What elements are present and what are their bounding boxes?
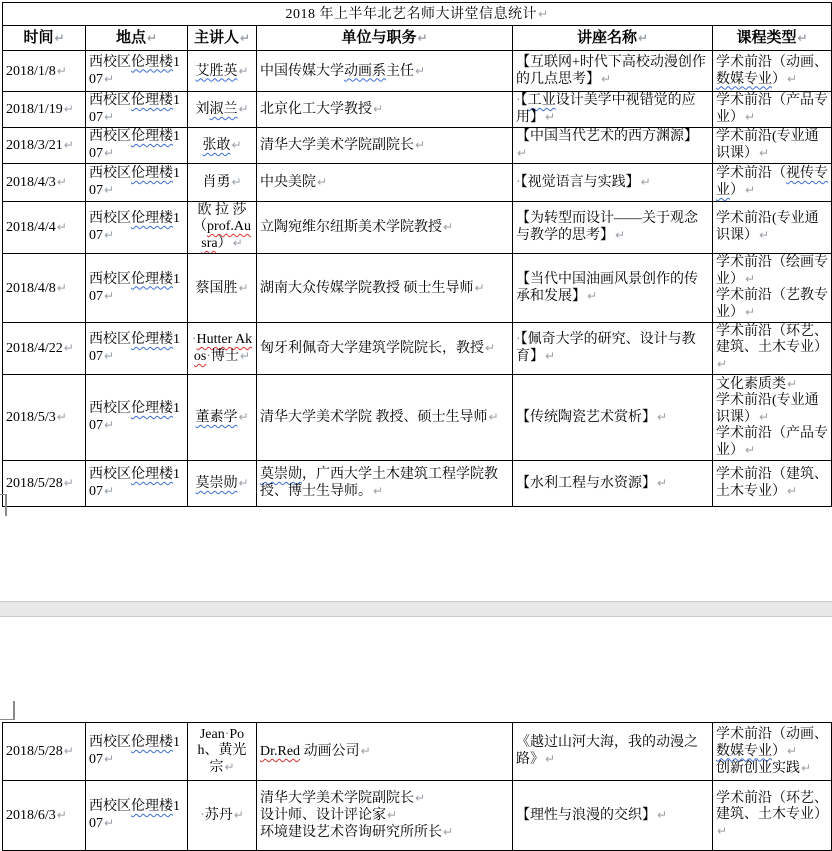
pilcrow-mark: ↵ (104, 418, 115, 432)
pilcrow-mark: ↵ (717, 357, 728, 371)
pilcrow-mark: ↵ (238, 280, 249, 295)
cell-paragraph: 【理性与浪漫的交织】↵ (516, 808, 668, 823)
table-row (3, 461, 832, 507)
table-row (3, 254, 832, 323)
cell-paragraph: 欧 拉 莎（prof.Ausra）↵ (193, 203, 251, 251)
pilcrow-mark: ↵ (415, 138, 426, 152)
pilcrow-mark: ↵ (373, 484, 384, 498)
cell-date (3, 723, 86, 781)
cell-unit (257, 164, 513, 202)
pilcrow-mark: ↵ (417, 31, 428, 45)
cell-unit (257, 254, 513, 323)
table-row (3, 164, 832, 202)
cell-course (713, 461, 832, 507)
cell-date (3, 461, 86, 507)
margin-corner-mark (0, 494, 7, 516)
cell-lecture (513, 254, 713, 323)
pilcrow-mark: ↵ (787, 484, 798, 498)
cell-location (86, 164, 188, 202)
pilcrow-mark: ↵ (545, 110, 556, 124)
pilcrow-mark: ↵ (717, 824, 728, 838)
cell-lecture (513, 51, 713, 92)
cell-date (3, 51, 86, 92)
cell-paragraph: 2018/5/28↵ (6, 476, 74, 491)
cell-paragraph: 【为转型而设计——关于观念与教学的思考】↵ (516, 211, 698, 243)
pilcrow-mark: ↵ (545, 752, 556, 766)
pilcrow-mark: ↵ (637, 31, 649, 45)
cell-paragraph: 2018/4/4↵ (6, 220, 67, 235)
pilcrow-mark: ↵ (56, 808, 67, 822)
pilcrow-mark: ↵ (415, 63, 426, 78)
cell-paragraph: 2018/4/3↵ (6, 175, 67, 190)
cell-location (86, 202, 188, 254)
pilcrow-mark: ↵ (56, 280, 67, 295)
space-mark: · (516, 175, 521, 190)
cell-course (713, 128, 832, 164)
cell-date (3, 92, 86, 128)
pilcrow-mark: ↵ (238, 102, 249, 116)
cell-paragraph: 学术前沿(专业通识课）↵ (716, 129, 819, 161)
pilcrow-mark: ↵ (63, 102, 74, 116)
cell-unit (257, 723, 513, 781)
pilcrow-mark: ↵ (759, 410, 770, 424)
pilcrow-mark: ↵ (239, 31, 251, 45)
cell-course (713, 723, 832, 781)
column-header-unit: 单位与职务↵ (257, 26, 513, 51)
cell-unit (257, 375, 513, 461)
pilcrow-mark: ↵ (231, 175, 242, 189)
cell-paragraph: 学术前沿（绘画专业）↵ (716, 255, 828, 287)
cell-paragraph: 西校区伦理楼107↵ (89, 271, 180, 304)
cell-lecture (513, 202, 713, 254)
cell-location (86, 323, 188, 375)
pilcrow-mark: ↵ (745, 443, 756, 457)
pilcrow-mark: ↵ (56, 410, 67, 424)
pilcrow-mark: ↵ (240, 349, 251, 363)
cell-course (713, 254, 832, 323)
pilcrow-mark: ↵ (63, 341, 74, 355)
cell-lecture (513, 323, 713, 375)
cell-paragraph: 董素学↵ (195, 410, 249, 425)
cell-course (713, 92, 832, 128)
cell-paragraph: ·【佩奇大学的研究、设计与教育】↵ (516, 332, 696, 364)
pilcrow-mark: ↵ (317, 175, 328, 189)
cell-course (713, 781, 832, 851)
cell-speaker (188, 51, 257, 92)
cell-paragraph: 学术前沿(专业通识课）↵ (716, 211, 819, 243)
cell-location (86, 92, 188, 128)
table-row (3, 781, 832, 851)
pilcrow-mark: ↵ (63, 744, 74, 758)
cell-unit (257, 92, 513, 128)
cell-lecture (513, 375, 713, 461)
cell-paragraph: ·Hutter Akos·博士↵ (191, 332, 253, 364)
cell-location (86, 254, 188, 323)
pilcrow-mark: ↵ (238, 63, 249, 78)
cell-location (86, 461, 188, 507)
cell-paragraph: 学术前沿（艺教专业）↵ (716, 288, 828, 320)
cell-location (86, 375, 188, 461)
pilcrow-mark: ↵ (615, 228, 626, 242)
cell-date (3, 323, 86, 375)
cell-date (3, 781, 86, 851)
pilcrow-mark: ↵ (538, 6, 549, 21)
pilcrow-mark: ↵ (238, 410, 249, 424)
pilcrow-mark: ↵ (238, 476, 249, 490)
cell-unit (257, 781, 513, 851)
cell-paragraph: 设计师、设计评论家↵ (260, 808, 398, 823)
cell-paragraph: 中央美院↵ (260, 175, 328, 190)
cell-paragraph: 2018/1/8↵ (6, 63, 67, 79)
pilcrow-mark: ↵ (231, 138, 242, 152)
pilcrow-mark: ↵ (797, 31, 808, 45)
cell-paragraph: 西校区伦理楼107↵ (89, 799, 180, 831)
pilcrow-mark: ↵ (104, 183, 115, 197)
pilcrow-mark: ↵ (488, 410, 499, 424)
cell-paragraph: 西校区伦理楼107↵ (89, 735, 180, 767)
cell-paragraph: 清华大学美术学院副院长↵ (260, 138, 426, 153)
cell-paragraph: ·【工业设计美学中视错觉的应用】↵ (516, 93, 696, 125)
pilcrow-mark: ↵ (56, 175, 67, 189)
cell-paragraph: 西校区伦理楼107↵ (89, 93, 180, 125)
cell-location (86, 723, 188, 781)
cell-date (3, 375, 86, 461)
cell-paragraph: 【当代中国油画风景创作的传承和发展】↵ (516, 271, 698, 304)
cell-paragraph: 学术前沿（环艺、建筑、土木专业）↵ (716, 791, 828, 838)
pilcrow-mark: ↵ (104, 349, 115, 363)
space-mark: · (516, 93, 521, 108)
pilcrow-mark: ↵ (517, 146, 528, 160)
cell-paragraph: 西校区伦理楼107↵ (89, 129, 180, 161)
cell-unit (257, 202, 513, 254)
cell-course (713, 164, 832, 202)
cell-paragraph: 学术前沿（视传专业）↵ (716, 166, 828, 198)
cell-paragraph: ·苏丹↵ (200, 808, 244, 823)
cell-speaker (188, 781, 257, 851)
pilcrow-mark: ↵ (373, 102, 384, 116)
cell-paragraph: 湖南大众传媒学院教授 硕士生导师↵ (260, 280, 485, 296)
space-mark: · (200, 808, 205, 823)
space-mark: · (224, 727, 230, 742)
cell-paragraph: 【水利工程与水资源】↵ (516, 476, 668, 491)
cell-speaker (188, 202, 257, 254)
cell-paragraph: 莫崇勋，广西大学土木建筑工程学院教授、博士生导师。↵ (260, 467, 498, 499)
cell-lecture (513, 128, 713, 164)
pilcrow-mark: ↵ (146, 31, 158, 45)
pilcrow-mark: ↵ (745, 110, 756, 124)
column-header-speaker: 主讲人↵ (188, 26, 257, 51)
pilcrow-mark: ↵ (54, 31, 65, 45)
pilcrow-mark: ↵ (104, 816, 115, 830)
cell-speaker (188, 323, 257, 375)
cell-paragraph: 《越过山河大海，我的动漫之路》↵ (516, 735, 698, 767)
cell-paragraph: Dr.Red 动画公司↵ (260, 744, 371, 759)
cell-speaker (188, 375, 257, 461)
pilcrow-mark: ↵ (745, 305, 756, 319)
cell-lecture (513, 164, 713, 202)
pilcrow-mark: ↵ (443, 220, 454, 234)
cell-location (86, 128, 188, 164)
cell-speaker (188, 164, 257, 202)
lecture-table-page2 (2, 722, 832, 851)
cell-paragraph: 学术前沿(专业通识课）↵ (716, 393, 819, 425)
pilcrow-mark: ↵ (640, 175, 651, 189)
pilcrow-mark: ↵ (104, 228, 115, 242)
column-header-time: 时间↵ (3, 26, 86, 51)
cell-paragraph: 【互联网+时代下高校动漫创作的几点思考】↵ (516, 54, 706, 87)
pilcrow-mark: ↵ (787, 743, 798, 758)
cell-date (3, 128, 86, 164)
cell-paragraph: 清华大学美术学院副院长↵ (260, 791, 426, 806)
cell-paragraph: 张敢↵ (202, 138, 242, 153)
cell-paragraph: 【中国当代艺术的西方渊源】↵ (516, 129, 698, 160)
table-row (3, 323, 832, 375)
cell-date (3, 254, 86, 323)
page-separator (0, 601, 832, 617)
cell-paragraph: 学术前沿（环艺、建筑、土木专业）↵ (716, 324, 828, 371)
cell-lecture (513, 781, 713, 851)
space-mark: · (206, 349, 212, 364)
pilcrow-mark: ↵ (657, 410, 668, 424)
title-text: 2018 年上半年北艺名师大讲堂信息统计 (285, 6, 537, 22)
cell-unit (257, 51, 513, 92)
table-row (3, 128, 832, 164)
pilcrow-mark: ↵ (104, 484, 115, 498)
pilcrow-mark: ↵ (601, 71, 612, 86)
cell-course (713, 202, 832, 254)
cell-paragraph: 西校区伦理楼107↵ (89, 467, 180, 499)
header-row (3, 26, 832, 51)
table-row (3, 202, 832, 254)
pilcrow-mark: ↵ (63, 138, 74, 152)
space-mark: · (191, 332, 197, 347)
cell-paragraph: 学术前沿（产品专业）↵ (716, 93, 828, 125)
pilcrow-mark: ↵ (104, 288, 115, 303)
cell-course (713, 375, 832, 461)
pilcrow-mark: ↵ (224, 760, 235, 774)
pilcrow-mark: ↵ (745, 183, 756, 197)
pilcrow-mark: ↵ (745, 272, 756, 286)
cell-paragraph: 北京化工大学教授↵ (260, 102, 384, 117)
cell-lecture (513, 461, 713, 507)
table-row (3, 92, 832, 128)
cell-paragraph: 学术前沿（动画、数媒专业）↵ (716, 726, 828, 759)
cell-paragraph: 2018/1/19↵ (6, 102, 74, 117)
cell-paragraph: 2018/5/28↵ (6, 744, 74, 759)
pilcrow-mark: ↵ (801, 760, 812, 775)
lecture-table-page1 (2, 2, 832, 507)
cell-lecture (513, 92, 713, 128)
cell-paragraph: 肖勇↵ (202, 175, 242, 190)
margin-corner-mark (0, 701, 15, 720)
cell-paragraph: 西校区伦理楼107↵ (89, 211, 180, 243)
pilcrow-mark: ↵ (233, 808, 244, 822)
cell-paragraph: 2018/4/8↵ (6, 280, 67, 296)
pilcrow-mark: ↵ (759, 146, 770, 160)
cell-paragraph: 学术前沿（建筑、土木专业）↵ (716, 467, 828, 499)
cell-paragraph: 2018/3/21↵ (6, 138, 74, 153)
cell-paragraph: 西校区伦理楼107↵ (89, 401, 180, 433)
pilcrow-mark: ↵ (56, 63, 67, 78)
pilcrow-mark: ↵ (104, 71, 115, 86)
pilcrow-mark: ↵ (415, 791, 426, 805)
pilcrow-mark: ↵ (104, 146, 115, 160)
pilcrow-mark: ↵ (787, 377, 798, 391)
cell-paragraph: 西校区伦理楼107↵ (89, 332, 180, 364)
cell-paragraph: 创新创业实践↵ (716, 760, 812, 776)
cell-paragraph: 莫崇勋↵ (195, 476, 249, 491)
pilcrow-mark: ↵ (104, 110, 115, 124)
cell-paragraph: 西校区伦理楼107↵ (89, 54, 180, 87)
pilcrow-mark: ↵ (360, 744, 371, 758)
cell-paragraph: 中国传媒大学动画系主任↵ (260, 63, 426, 79)
cell-paragraph: 立陶宛维尔纽斯美术学院教授↵ (260, 220, 454, 235)
pilcrow-mark: ↵ (387, 808, 398, 822)
pilcrow-mark: ↵ (657, 476, 668, 490)
column-header-location: 地点↵ (86, 26, 188, 51)
pilcrow-mark: ↵ (787, 71, 798, 86)
cell-paragraph: 2018/6/3↵ (6, 808, 67, 823)
pilcrow-mark: ↵ (232, 236, 243, 250)
cell-speaker (188, 461, 257, 507)
pilcrow-mark: ↵ (474, 280, 485, 295)
column-header-lecture: 讲座名称↵ (513, 26, 713, 51)
pilcrow-mark: ↵ (587, 288, 598, 303)
title-row (3, 3, 832, 26)
space-mark: · (516, 332, 521, 347)
cell-paragraph: 匈牙利佩奇大学建筑学院院长，教授↵ (260, 341, 496, 356)
cell-speaker (188, 723, 257, 781)
cell-date (3, 164, 86, 202)
cell-paragraph: Jean·Poh、黄光宗↵ (197, 727, 247, 775)
cell-paragraph: 学术前沿（动画、数媒专业）↵ (716, 54, 828, 87)
pilcrow-mark: ↵ (759, 228, 770, 242)
pilcrow-mark: ↵ (545, 349, 556, 363)
pilcrow-mark: ↵ (443, 825, 454, 839)
cell-paragraph: 2018/4/22↵ (6, 341, 74, 356)
cell-unit (257, 128, 513, 164)
table-row (3, 51, 832, 92)
pilcrow-mark: ↵ (56, 220, 67, 234)
cell-date (3, 202, 86, 254)
cell-paragraph: 环境建设艺术咨询研究所所长↵ (260, 825, 454, 840)
document-title (3, 3, 832, 26)
cell-speaker (188, 128, 257, 164)
cell-paragraph: 刘淑兰↵ (195, 102, 249, 117)
cell-course (713, 323, 832, 375)
cell-unit (257, 323, 513, 375)
cell-unit (257, 461, 513, 507)
table-row (3, 375, 832, 461)
cell-paragraph: 【传统陶瓷艺术赏析】↵ (516, 410, 668, 425)
pilcrow-mark: ↵ (485, 341, 496, 355)
cell-paragraph: 清华大学美术学院 教授、硕士生导师↵ (260, 410, 499, 425)
cell-location (86, 51, 188, 92)
cell-course (713, 51, 832, 92)
cell-paragraph: 西校区伦理楼107↵ (89, 166, 180, 198)
cell-speaker (188, 254, 257, 323)
cell-paragraph: 学术前沿（产品专业）↵ (716, 426, 828, 458)
cell-paragraph: 文化素质类↵ (716, 377, 798, 392)
cell-paragraph: 艾胜英↵ (195, 63, 249, 79)
cell-location (86, 781, 188, 851)
pilcrow-mark: ↵ (104, 752, 115, 766)
cell-paragraph: ·【视觉语言与实践】↵ (516, 175, 651, 190)
column-header-course-type: 课程类型↵ (713, 26, 832, 51)
cell-paragraph: 蔡国胜↵ (195, 280, 249, 296)
cell-speaker (188, 92, 257, 128)
table-row (3, 723, 832, 781)
pilcrow-mark: ↵ (63, 476, 74, 490)
cell-paragraph: 2018/5/3↵ (6, 410, 67, 425)
pilcrow-mark: ↵ (657, 808, 668, 822)
cell-lecture (513, 723, 713, 781)
